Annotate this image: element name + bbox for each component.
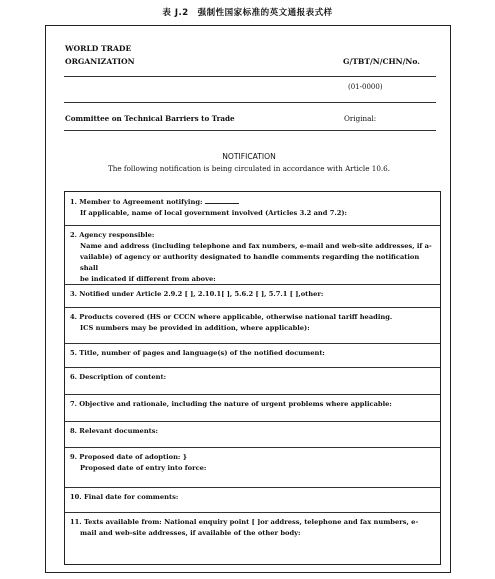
row-9-line-1: 9. Proposed date of adoption: } — [70, 453, 188, 461]
row-7-line-1: 7. Objective and rationale, including the nature of urgent problems where applicable: — [70, 400, 392, 408]
row-comments — [65, 488, 440, 513]
row-texts — [65, 513, 440, 564]
row-4-line-1: 4. Products covered (HS or CCCN where applicable, otherwise national tariff heading. — [70, 313, 393, 321]
row-agency — [65, 226, 440, 285]
row-6-line-1: 6. Description of content: — [70, 373, 167, 381]
org-name-line2: ORGANIZATION — [65, 57, 135, 66]
row-products — [65, 308, 440, 344]
row-member — [65, 192, 440, 226]
notification-text: The following notification is being circulated in accordance with Article 10.6. — [107, 164, 391, 173]
row-11-line-1: 11. Texts available from: National enquiry point [ ]or address, telephone and fax numbers, e- — [70, 518, 419, 526]
row-2-line-1: 2. Agency responsible: — [70, 231, 155, 239]
row-article — [65, 285, 440, 308]
notification-table — [64, 191, 441, 565]
document-number: G/TBT/N/CHN/No. — [343, 57, 420, 66]
org-name-line1: WORLD TRADE — [65, 44, 132, 53]
row-1-line-2: If applicable, name of local government involved (Articles 3.2 and 7.2): — [80, 209, 348, 217]
row-title — [65, 344, 440, 368]
row-description — [65, 368, 440, 395]
row-10-line-1: 10. Final date for comments: — [70, 493, 179, 501]
row-documents — [65, 422, 440, 448]
row-5-line-1: 5. Title, number of pages and language(s) of the notified document: — [70, 349, 325, 357]
row-2-line-4: be indicated if different from above: — [80, 275, 216, 283]
header-rule-top — [64, 76, 436, 77]
row-dates — [65, 448, 440, 488]
row-2-line-2: Name and address (including telephone and fax numbers, e-mail and web-site addresses, if a- — [80, 242, 432, 250]
row-objective — [65, 395, 440, 422]
row-2-line-3: vailable) of agency or authority designated to handle comments regarding the notification shall — [80, 253, 420, 272]
notification-title: NOTIFICATION — [222, 152, 276, 161]
row-3-line-1: 3. Notified under Article 2.9.2 [ ], 2.10.1[ ], 5.6.2 [ ], 5.7.1 [ ],other: — [70, 290, 324, 298]
document-id: (01-0000) — [348, 83, 383, 91]
row-11-line-2: mail and web-site addresses, if available of the other body: — [80, 529, 301, 537]
row-4-line-2: ICS numbers may be provided in addition, where applicable): — [80, 324, 310, 332]
member-blank — [205, 196, 239, 204]
row-8-line-1: 8. Relevant documents: — [70, 427, 159, 435]
committee-name: Committee on Technical Barriers to Trade — [65, 114, 235, 123]
header-rule-middle — [64, 102, 436, 103]
header-rule-bottom — [64, 130, 436, 131]
original-label: Original: — [344, 114, 377, 123]
table-caption: 表 J.2 强制性国家标准的英文通报表式样 — [162, 8, 333, 18]
notification-form — [45, 25, 451, 573]
row-1-line-1: 1. Member to Agreement notifying: — [70, 198, 203, 206]
row-9-line-2: Proposed date of entry into force: — [80, 464, 207, 472]
